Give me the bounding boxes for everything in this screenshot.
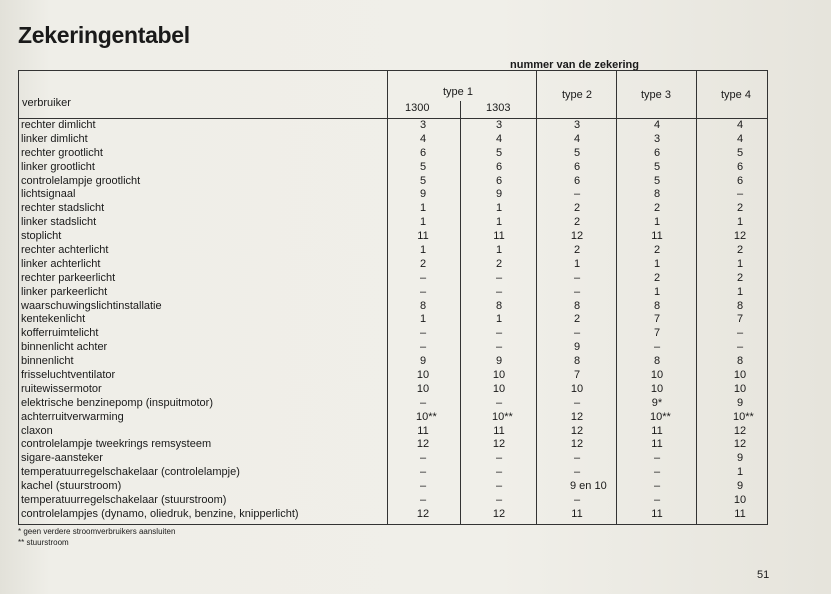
table-row: [19, 216, 769, 230]
consumer-cell: kofferruimtelicht: [21, 327, 99, 340]
type3-cell: 11: [651, 438, 663, 451]
table-row: [19, 480, 769, 494]
table-row: [19, 230, 769, 244]
type1-1300-cell: 6: [419, 146, 427, 159]
type2-cell: 8: [573, 299, 581, 312]
type4-cell: 1: [736, 466, 744, 479]
type3-cell: 9*: [651, 396, 663, 409]
type2-cell: 6: [573, 174, 581, 187]
type3-cell: 1: [653, 285, 661, 298]
type1-1300-cell: 9: [419, 355, 427, 368]
type2-cell: 12: [570, 424, 584, 437]
type2-cell: –: [573, 285, 581, 298]
type3-cell: 2: [653, 271, 661, 284]
header-type1: type 1: [443, 86, 473, 98]
type3-cell: 10**: [650, 410, 671, 423]
consumer-cell: rechter achterlicht: [21, 244, 109, 257]
table-row: [19, 438, 769, 452]
consumer-cell: binnenlicht: [21, 355, 74, 368]
consumer-cell: linker grootlicht: [21, 160, 95, 173]
table-row: [19, 508, 769, 522]
type2-cell: –: [573, 452, 581, 465]
footnotes: [18, 526, 175, 548]
consumer-cell: controlelampje grootlicht: [21, 174, 141, 187]
consumer-cell: kachel (stuurstroom): [21, 480, 122, 493]
type2-cell: 12: [570, 438, 584, 451]
page-number: 51: [757, 569, 770, 581]
type2-cell: –: [573, 466, 581, 479]
type2-cell: 7: [573, 369, 581, 382]
table-row: [19, 411, 769, 425]
type4-cell: 7: [736, 313, 744, 326]
table-row: [19, 119, 769, 133]
type3-cell: 7: [653, 327, 661, 340]
type2-cell: 9: [573, 341, 581, 354]
consumer-cell: waarschuwingslichtinstallatie: [21, 299, 162, 312]
type4-cell: 9: [736, 452, 744, 465]
type3-cell: 8: [653, 299, 661, 312]
table-row: [19, 258, 769, 272]
type3-cell: 4: [653, 119, 661, 131]
consumer-cell: frisseluchtventilator: [21, 369, 116, 382]
type4-cell: 1: [736, 257, 744, 270]
consumer-cell: linker stadslicht: [21, 216, 97, 229]
type1-1303-cell: 9: [495, 355, 503, 368]
type1-1303-cell: 6: [495, 174, 503, 187]
type1-1303-cell: –: [495, 396, 503, 409]
type4-cell: 2: [736, 202, 744, 215]
type1-1300-cell: –: [419, 480, 427, 493]
consumer-cell: rechter grootlicht: [21, 146, 103, 159]
table-row: [19, 494, 769, 508]
consumer-cell: rechter stadslicht: [21, 202, 105, 215]
type4-cell: 8: [736, 299, 744, 312]
type1-1303-cell: 10: [492, 382, 506, 395]
consumer-cell: sigare-aansteker: [21, 452, 103, 465]
type3-cell: –: [653, 341, 661, 354]
type1-1303-cell: 4: [495, 132, 503, 145]
footnote: ** stuurstroom: [18, 538, 69, 547]
consumer-cell: achterruitverwarming: [21, 410, 124, 423]
table-row: [19, 369, 769, 383]
type1-1303-cell: 5: [495, 146, 503, 159]
table-row: [19, 272, 769, 286]
consumer-cell: controlelampjes (dynamo, oliedruk, benzine, knipperlicht): [21, 507, 299, 520]
type1-1303-cell: 12: [492, 507, 506, 520]
type4-cell: 1: [736, 216, 744, 229]
table-row: [19, 327, 769, 341]
type4-cell: 12: [733, 230, 747, 243]
type2-cell: –: [573, 271, 581, 284]
table-row: [19, 244, 769, 258]
type3-cell: –: [653, 452, 661, 465]
table-row: [19, 397, 769, 411]
type3-cell: 2: [653, 244, 661, 257]
type3-cell: 1: [653, 257, 661, 270]
type2-cell: –: [573, 188, 581, 201]
type2-cell: 1: [573, 257, 581, 270]
type1-1300-cell: 5: [419, 160, 427, 173]
type4-cell: 10: [733, 382, 747, 395]
type1-1300-cell: –: [419, 271, 427, 284]
type2-cell: 2: [573, 244, 581, 257]
type1-1300-cell: 4: [419, 132, 427, 145]
type4-cell: 10: [733, 494, 747, 507]
type2-cell: 4: [573, 132, 581, 145]
table-row: [19, 175, 769, 189]
type4-cell: 2: [736, 271, 744, 284]
consumer-cell: linker achterlicht: [21, 257, 101, 270]
type1-1303-cell: 1: [495, 244, 503, 257]
table-row: [19, 313, 769, 327]
type3-cell: –: [653, 494, 661, 507]
type1-1300-cell: –: [419, 494, 427, 507]
type1-1303-cell: 1: [495, 313, 503, 326]
type1-1303-cell: –: [495, 341, 503, 354]
table-row: [19, 300, 769, 314]
consumer-cell: temperatuurregelschakelaar (controlelampje): [21, 466, 240, 479]
type1-1303-cell: –: [495, 327, 503, 340]
type3-cell: –: [653, 480, 661, 493]
table-row: [19, 188, 769, 202]
type2-cell: 12: [570, 230, 584, 243]
type1-1303-cell: 1: [495, 202, 503, 215]
type2-cell: 8: [573, 355, 581, 368]
consumer-cell: lichtsignaal: [21, 188, 76, 201]
type1-1300-cell: –: [419, 452, 427, 465]
type1-1300-cell: 1: [419, 202, 427, 215]
table-row: [19, 425, 769, 439]
type3-cell: 8: [653, 355, 661, 368]
consumer-cell: kentekenlicht: [21, 313, 86, 326]
type3-cell: 8: [653, 188, 661, 201]
type1-1303-cell: 1: [495, 216, 503, 229]
type4-cell: 2: [736, 244, 744, 257]
type4-cell: 10**: [733, 410, 754, 423]
header-type3: type 3: [641, 89, 671, 101]
type1-1303-cell: –: [495, 494, 503, 507]
table-row: [19, 133, 769, 147]
consumer-cell: stoplicht: [21, 230, 62, 243]
type2-cell: 6: [573, 160, 581, 173]
type4-cell: –: [736, 341, 744, 354]
type4-cell: 4: [736, 119, 744, 131]
type1-1300-cell: –: [419, 466, 427, 479]
type4-cell: –: [736, 188, 744, 201]
consumer-cell: binnenlicht achter: [21, 341, 108, 354]
type1-1300-cell: 1: [419, 216, 427, 229]
table-row: [19, 355, 769, 369]
consumer-cell: temperatuurregelschakelaar (stuurstroom): [21, 494, 227, 507]
type1-1300-cell: 12: [416, 507, 430, 520]
consumer-cell: elektrische benzinepomp (inspuitmotor): [21, 396, 213, 409]
type4-cell: 9: [736, 396, 744, 409]
table-row: [19, 147, 769, 161]
type3-cell: 6: [653, 146, 661, 159]
footnote: * geen verdere stroomverbruikers aansluiten: [18, 527, 176, 536]
type2-cell: 3: [573, 119, 581, 131]
type2-cell: 11: [571, 507, 583, 520]
type2-cell: –: [573, 327, 581, 340]
type2-cell: –: [573, 494, 581, 507]
type2-cell: 9 en 10: [570, 480, 607, 493]
type3-cell: 10: [650, 382, 664, 395]
type3-cell: 11: [651, 507, 663, 520]
type2-cell: 10: [570, 382, 584, 395]
type1-1300-cell: 11: [417, 230, 429, 243]
type4-cell: 9: [736, 480, 744, 493]
type1-1300-cell: 1: [419, 244, 427, 257]
type1-1300-cell: –: [419, 341, 427, 354]
type3-cell: 10: [650, 369, 664, 382]
table-row: [19, 466, 769, 480]
type1-1303-cell: –: [495, 466, 503, 479]
type2-cell: –: [573, 396, 581, 409]
table-row: [19, 341, 769, 355]
type1-1303-cell: 12: [492, 438, 506, 451]
type1-1303-cell: 6: [495, 160, 503, 173]
type1-1300-cell: 12: [416, 438, 430, 451]
type1-1303-cell: 3: [495, 119, 503, 131]
type1-1303-cell: –: [495, 285, 503, 298]
table-subtitle: nummer van de zekering: [510, 59, 639, 71]
type1-1303-cell: 9: [495, 188, 503, 201]
type1-1303-cell: 10: [492, 369, 506, 382]
type1-1303-cell: 2: [495, 257, 503, 270]
type1-1300-cell: 10**: [416, 410, 437, 423]
header-type4: type 4: [721, 89, 751, 101]
type2-cell: 2: [573, 216, 581, 229]
consumer-cell: controlelampje tweekrings remsysteem: [21, 438, 212, 451]
type1-1300-cell: 3: [419, 119, 427, 131]
type1-1300-cell: 1: [419, 313, 427, 326]
type1-1303-cell: –: [495, 271, 503, 284]
consumer-cell: linker parkeerlicht: [21, 285, 108, 298]
consumer-cell: rechter dimlicht: [21, 119, 96, 131]
header-consumer: verbruiker: [22, 97, 71, 109]
type4-cell: 4: [736, 132, 744, 145]
table-row: [19, 161, 769, 175]
type2-cell: 2: [573, 313, 581, 326]
table-row: [19, 383, 769, 397]
type1-1300-cell: –: [419, 327, 427, 340]
type4-cell: 6: [736, 160, 744, 173]
type1-1300-cell: 5: [419, 174, 427, 187]
header-type1-1303: 1303: [486, 102, 511, 114]
header-type2: type 2: [562, 89, 592, 101]
type1-1303-cell: –: [495, 452, 503, 465]
type1-1303-cell: 11: [493, 230, 505, 243]
type3-cell: 11: [651, 424, 663, 437]
type3-cell: 2: [653, 202, 661, 215]
table-body: [19, 119, 769, 522]
type3-cell: –: [653, 466, 661, 479]
consumer-cell: linker dimlicht: [21, 132, 88, 145]
fuse-table: [18, 70, 768, 525]
consumer-cell: rechter parkeerlicht: [21, 271, 116, 284]
type4-cell: 10: [733, 369, 747, 382]
type1-1303-cell: 11: [493, 424, 505, 437]
type4-cell: 12: [733, 424, 747, 437]
page-title: Zekeringentabel: [18, 22, 190, 48]
table-row: [19, 286, 769, 300]
type4-cell: 6: [736, 174, 744, 187]
type1-1300-cell: 9: [419, 188, 427, 201]
type3-cell: 1: [653, 216, 661, 229]
type1-1300-cell: 8: [419, 299, 427, 312]
type2-cell: 2: [573, 202, 581, 215]
type1-1300-cell: 2: [419, 257, 427, 270]
type4-cell: 11: [734, 507, 746, 520]
type1-1300-cell: 11: [417, 424, 429, 437]
consumer-cell: claxon: [21, 424, 53, 437]
table-row: [19, 202, 769, 216]
header-type1-1300: 1300: [405, 102, 430, 114]
type3-cell: 3: [653, 132, 661, 145]
consumer-cell: ruitewissermotor: [21, 382, 102, 395]
type1-1300-cell: –: [419, 396, 427, 409]
type2-cell: 5: [573, 146, 581, 159]
type1-1300-cell: 10: [416, 369, 430, 382]
type4-cell: 1: [736, 285, 744, 298]
type4-cell: 12: [733, 438, 747, 451]
type4-cell: 8: [736, 355, 744, 368]
type1-1300-cell: –: [419, 285, 427, 298]
type1-1303-cell: 8: [495, 299, 503, 312]
type3-cell: 11: [651, 230, 663, 243]
type4-cell: –: [736, 327, 744, 340]
type4-cell: 5: [736, 146, 744, 159]
type1-1303-cell: 10**: [492, 410, 513, 423]
type2-cell: 12: [570, 410, 584, 423]
table-row: [19, 452, 769, 466]
type1-1303-cell: –: [495, 480, 503, 493]
type1-1300-cell: 10: [416, 382, 430, 395]
type3-cell: 5: [653, 174, 661, 187]
type3-cell: 7: [653, 313, 661, 326]
type3-cell: 5: [653, 160, 661, 173]
